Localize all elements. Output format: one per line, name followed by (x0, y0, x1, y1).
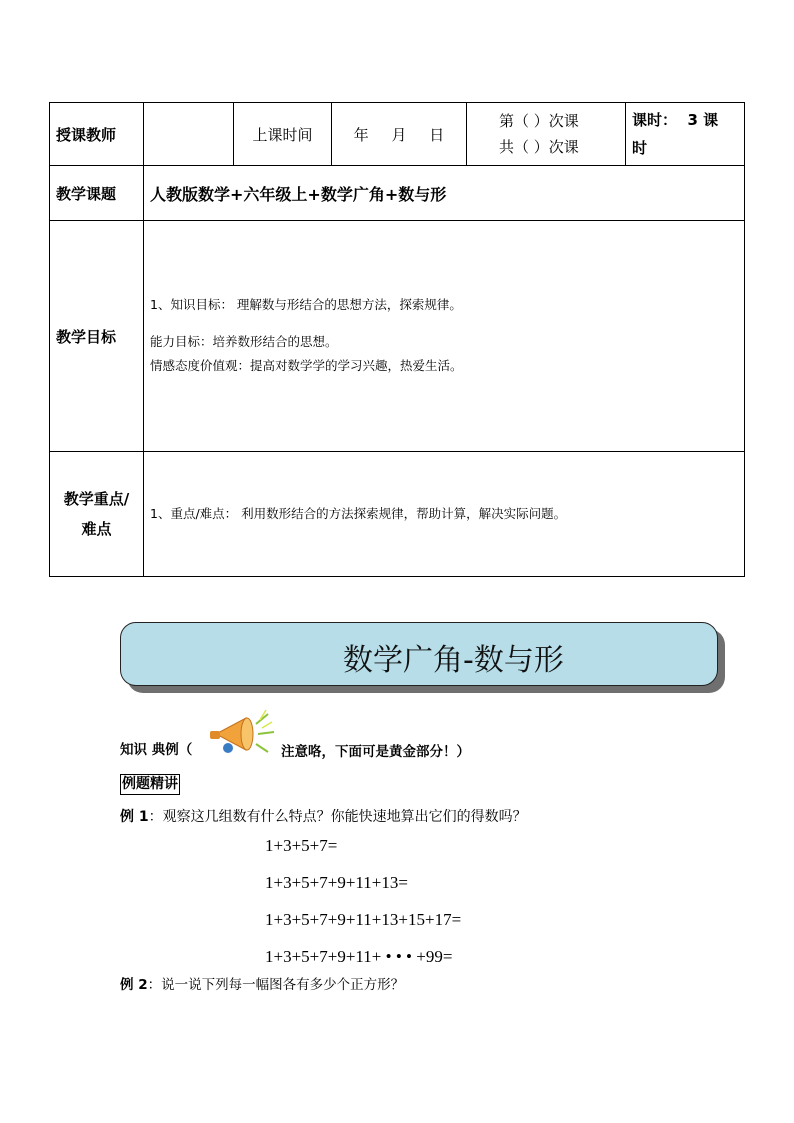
example-1-text: ：观察这几组数有什么特点？你能快速地算出它们的得数吗？ (148, 809, 527, 825)
session-cell (467, 103, 626, 166)
key-label-line-2: 难点 (81, 520, 112, 538)
key-label-line-1: 教学重点/ (63, 490, 130, 508)
section-banner (120, 622, 727, 695)
goal-knowledge: 1、知识目标： 理解数与形结合的思想方法，探索规律。 (150, 296, 462, 312)
date-value: 年 月 日 (332, 103, 467, 166)
formula-2: 1+3+5+7+9+11+13= (265, 873, 408, 892)
banner-title: 数学广角-数与形 (343, 643, 564, 678)
knowledge-label: 知识 典例（ (120, 742, 193, 758)
goals-cell (144, 221, 745, 452)
hours-line-2: 时 (632, 139, 648, 157)
session-line-2: 共（ ）次课 (499, 138, 579, 156)
knowledge-note: 注意咯，下面可是黄金部分！） (281, 744, 470, 760)
goal-attitude: 情感态度价值观：提高对数学学的学习兴趣，热爱生活。 (150, 358, 463, 374)
hours-line-1: 课时： 3 课 (632, 111, 719, 129)
topic-label: 教学课题 (50, 166, 144, 221)
session-line-1: 第（ ）次课 (499, 112, 579, 130)
goals-row (50, 221, 745, 452)
teacher-value (144, 103, 234, 166)
topic-value: 人教版数学+六年级上+数学广角+数与形 (144, 166, 745, 221)
lesson-plan-table (49, 102, 745, 577)
formula-1: 1+3+5+7= (265, 836, 338, 855)
example-2-question (120, 973, 404, 993)
header-row (50, 103, 745, 166)
topic-row (50, 166, 745, 221)
example-1-label: 例 1 (120, 809, 149, 825)
example-2-text: ：说一说下列每一幅图各有多少个正方形？ (147, 977, 405, 993)
key-points-label (50, 452, 144, 577)
megaphone-icon (206, 706, 278, 756)
hours-cell (626, 103, 745, 166)
teacher-label: 授课教师 (50, 103, 144, 166)
formula-3: 1+3+5+7+9+11+13+15+17= (265, 910, 462, 929)
formula-4: 1+3+5+7+9+11+ • • • +99= (265, 947, 453, 966)
goal-ability: 能力目标：培养数形结合的思想。 (150, 333, 338, 349)
banner-box (120, 622, 718, 686)
time-label: 上课时间 (234, 103, 332, 166)
key-points-value: 1、重点/难点： 利用数形结合的方法探索规律，帮助计算，解决实际问题。 (144, 452, 745, 577)
example-2-label: 例 2 (120, 977, 148, 993)
key-points-row (50, 452, 745, 577)
goals-label: 教学目标 (50, 221, 144, 452)
example-section-tag: 例题精讲 (120, 774, 180, 795)
example-1-question (120, 806, 527, 826)
